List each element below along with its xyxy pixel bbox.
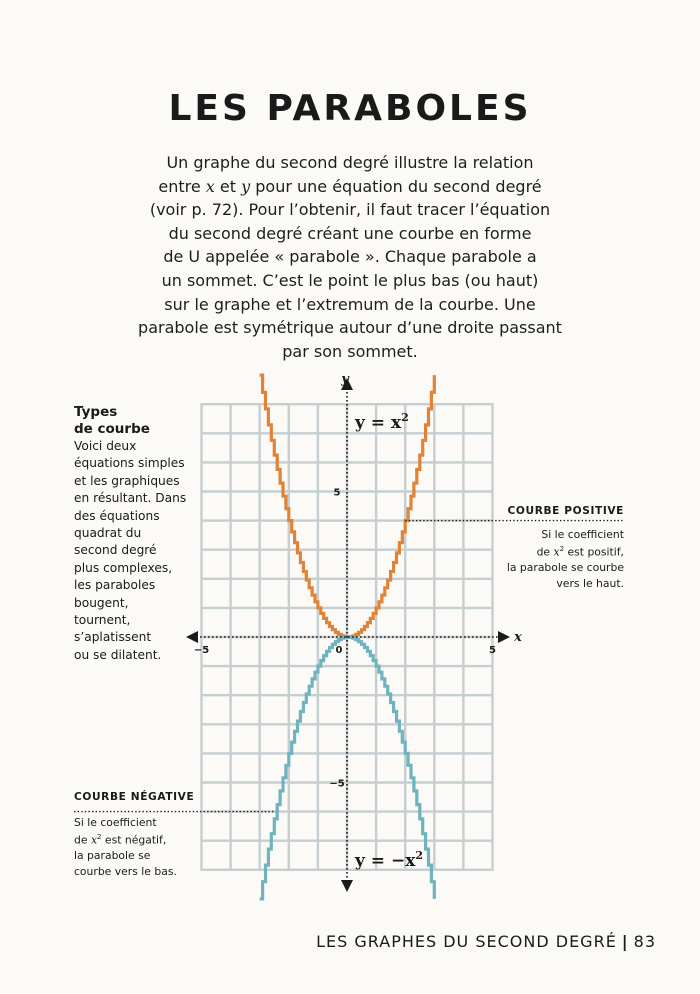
- intro-line: un sommet. C’est le point le plus bas (ou haut): [161, 270, 539, 290]
- negative-text-part: est négatif,: [101, 834, 167, 847]
- positive-curve-label: COURBE POSITIVE: [507, 505, 624, 517]
- x-axis-label: x: [514, 630, 522, 645]
- sidebar-body-line: ou se dilatent.: [74, 647, 162, 662]
- sidebar-body-line: les paraboles: [74, 578, 156, 593]
- negative-exp: 2: [97, 833, 102, 842]
- intro-line: du second degré créant une courbe en forme: [168, 223, 532, 243]
- positive-text-line: la parabole se courbe: [506, 561, 624, 575]
- positive-exp: 2: [559, 545, 565, 554]
- intro-variable: x: [205, 176, 215, 196]
- intro-line: parabole est symétrique autour d’une droite passant: [138, 318, 562, 338]
- x-tick-label: −5: [193, 645, 210, 656]
- intro-line: de U appelée « parabole ». Chaque parabole a: [163, 247, 537, 267]
- footer-page-number: 83: [633, 932, 656, 951]
- x-axis-arrow-left: [186, 631, 198, 643]
- y-axis-label: y: [341, 372, 349, 387]
- equation-base: y = x: [355, 413, 402, 433]
- intro-line: entre x et y pour une équation du second degré: [158, 176, 542, 196]
- sidebar-body-line: bougent,: [74, 595, 129, 610]
- sidebar-body-line: Voici deux: [74, 439, 137, 453]
- negative-text-line: la parabole se: [74, 849, 151, 863]
- y-axis-arrow-down: [341, 880, 353, 892]
- page-footer: [316, 932, 656, 951]
- sidebar-body-line: en résultant. Dans: [74, 491, 187, 506]
- equation-exponent: 2: [415, 849, 423, 862]
- intro-line: par son sommet.: [282, 341, 418, 361]
- intro-line: Un graphe du second degré illustre la relation: [166, 153, 534, 172]
- x-axis-arrow-right: [498, 631, 510, 643]
- negative-var: x: [90, 834, 98, 847]
- positive-text-part: est positif,: [564, 546, 624, 559]
- positive-text-line: Si le coefficient: [541, 528, 624, 541]
- sidebar-body-line: s’aplatissent: [74, 630, 152, 645]
- equation-exponent: 2: [401, 411, 409, 424]
- footer-separator: |: [621, 932, 629, 951]
- positive-text-line: vers le haut.: [556, 576, 624, 590]
- sidebar-body-line: équations simples: [74, 456, 185, 471]
- x-tick-label: 5: [489, 645, 496, 656]
- intro-variable: y: [241, 176, 251, 196]
- y-tick-label: 5: [333, 487, 341, 499]
- sidebar-body-line: des équations: [74, 508, 160, 523]
- intro-line: (voir p. 72). Pour l’obtenir, il faut tracer l’équation: [149, 200, 551, 220]
- sidebar-body-line: second degré: [74, 543, 157, 558]
- sidebar-heading-line: de courbe: [74, 421, 150, 437]
- positive-text-part: de: [536, 546, 554, 559]
- sidebar-body-line: et les graphiques: [74, 473, 180, 488]
- positive-var: x: [553, 546, 560, 559]
- sidebar-heading-line: Types: [74, 404, 118, 420]
- y-tick-label: −5: [329, 778, 345, 790]
- negative-equation-label: [354, 849, 423, 871]
- sidebar-body-line: plus complexes,: [74, 560, 173, 575]
- footer-section: LES GRAPHES DU SECOND DEGRÉ: [316, 932, 617, 951]
- negative-curve-label: COURBE NÉGATIVE: [74, 791, 195, 803]
- negative-text-line: Si le coefficient: [74, 816, 157, 829]
- negative-text-line: courbe vers le bas.: [74, 864, 177, 878]
- intro-line: sur le graphe et l’extremum de la courbe. Une: [164, 294, 536, 314]
- equation-base: y = −x: [355, 851, 416, 871]
- x-tick-label: 0: [335, 645, 343, 656]
- negative-text-part: de: [74, 834, 91, 847]
- positive-equation-label: [354, 411, 409, 433]
- sidebar-body-line: tournent,: [74, 613, 131, 628]
- page-title: LES PARABOLES: [168, 88, 532, 129]
- sidebar-body-line: quadrat du: [74, 526, 142, 541]
